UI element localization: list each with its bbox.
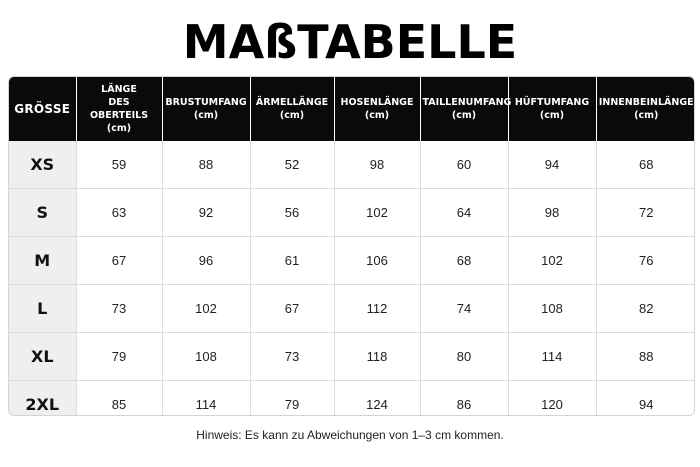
table-row xyxy=(9,141,695,189)
measurement-cell: 61 xyxy=(250,237,334,285)
column-header-label: DES OBERTEILS xyxy=(89,97,149,121)
measurement-cell: 64 xyxy=(420,189,508,237)
measurement-cell: 56 xyxy=(250,189,334,237)
page-title: MAßTABELLE xyxy=(182,15,518,69)
measurement-cell: 68 xyxy=(420,237,508,285)
size-label-cell: M xyxy=(9,237,76,285)
column-header-label: GRÖSSE xyxy=(14,101,71,116)
column-header-label: (cm) xyxy=(364,110,390,121)
column-header-label: (cm) xyxy=(193,110,219,121)
column-header-label: (cm) xyxy=(539,110,565,121)
column-header xyxy=(508,77,596,141)
measurement-cell: 68 xyxy=(596,141,695,189)
column-header-label: TAILLENUMFANG xyxy=(422,97,512,108)
measurement-cell: 76 xyxy=(596,237,695,285)
table-row xyxy=(9,237,695,285)
column-header xyxy=(420,77,512,141)
measurement-cell: 86 xyxy=(420,381,508,417)
table-header-row xyxy=(9,77,695,141)
measurement-cell: 80 xyxy=(420,333,508,381)
table-row xyxy=(9,285,695,333)
size-label-cell: XS xyxy=(9,141,76,189)
measurement-cell: 98 xyxy=(508,189,596,237)
measurement-cell: 60 xyxy=(420,141,508,189)
measurement-cell: 74 xyxy=(420,285,508,333)
measurement-cell: 88 xyxy=(596,333,695,381)
column-header-label: ÄRMELLÄNGE xyxy=(255,97,329,108)
column-header xyxy=(596,77,695,141)
size-label-cell: S xyxy=(9,189,76,237)
column-header-label: HOSENLÄNGE xyxy=(340,97,414,108)
measurement-cell: 102 xyxy=(162,285,250,333)
measurement-cell: 98 xyxy=(334,141,420,189)
table-row xyxy=(9,189,695,237)
measurement-cell: 52 xyxy=(250,141,334,189)
column-header-label: (cm) xyxy=(279,110,305,121)
measurement-cell: 73 xyxy=(250,333,334,381)
column-header-label: (cm) xyxy=(634,110,659,121)
size-table xyxy=(9,77,695,416)
column-header-label: (cm) xyxy=(451,110,477,121)
size-label-cell: XL xyxy=(9,333,76,381)
column-header-size xyxy=(9,77,76,141)
size-label-cell: 2XL xyxy=(9,381,76,417)
measurement-cell: 67 xyxy=(76,237,162,285)
measurement-cell: 114 xyxy=(162,381,250,417)
measurement-cell: 118 xyxy=(334,333,420,381)
measurement-cell: 79 xyxy=(76,333,162,381)
measurement-cell: 67 xyxy=(250,285,334,333)
measurement-cell: 73 xyxy=(76,285,162,333)
measurement-cell: 108 xyxy=(162,333,250,381)
column-header xyxy=(250,77,334,141)
column-header xyxy=(162,77,250,141)
footnote: Hinweis: Es kann zu Abweichungen von 1–3 cm kommen. xyxy=(196,428,504,442)
column-header-label: HÜFTUMFANG xyxy=(514,97,590,108)
column-header xyxy=(76,77,162,141)
measurement-cell: 106 xyxy=(334,237,420,285)
measurement-cell: 112 xyxy=(334,285,420,333)
measurement-cell: 114 xyxy=(508,333,596,381)
column-header xyxy=(334,77,420,141)
size-label-cell: L xyxy=(9,285,76,333)
measurement-cell: 59 xyxy=(76,141,162,189)
measurement-cell: 94 xyxy=(639,397,654,412)
measurement-cell: 96 xyxy=(162,237,250,285)
measurement-cell: 82 xyxy=(596,285,695,333)
table-row xyxy=(9,381,695,417)
measurement-cell: 79 xyxy=(250,381,334,417)
measurement-cell: 88 xyxy=(162,141,250,189)
measurement-cell: 102 xyxy=(334,189,420,237)
column-header-label: LÄNGE xyxy=(101,84,137,95)
measurement-cell: 108 xyxy=(508,285,596,333)
column-header-label: INNENBEINLÄNGE xyxy=(598,97,694,108)
measurement-cell: 85 xyxy=(76,381,162,417)
size-chart-table xyxy=(8,76,695,416)
measurement-cell: 92 xyxy=(162,189,250,237)
measurement-cell: 102 xyxy=(508,237,596,285)
table-row xyxy=(9,333,695,381)
measurement-cell: 72 xyxy=(596,189,695,237)
measurement-cell: 63 xyxy=(76,189,162,237)
column-header-label: (cm) xyxy=(106,123,132,134)
measurement-cell: 124 xyxy=(334,381,420,417)
table-body xyxy=(9,141,695,416)
measurement-cell: 94 xyxy=(508,141,596,189)
measurement-cell: 120 xyxy=(508,381,596,417)
column-header-label: BRUSTUMFANG xyxy=(165,97,247,108)
